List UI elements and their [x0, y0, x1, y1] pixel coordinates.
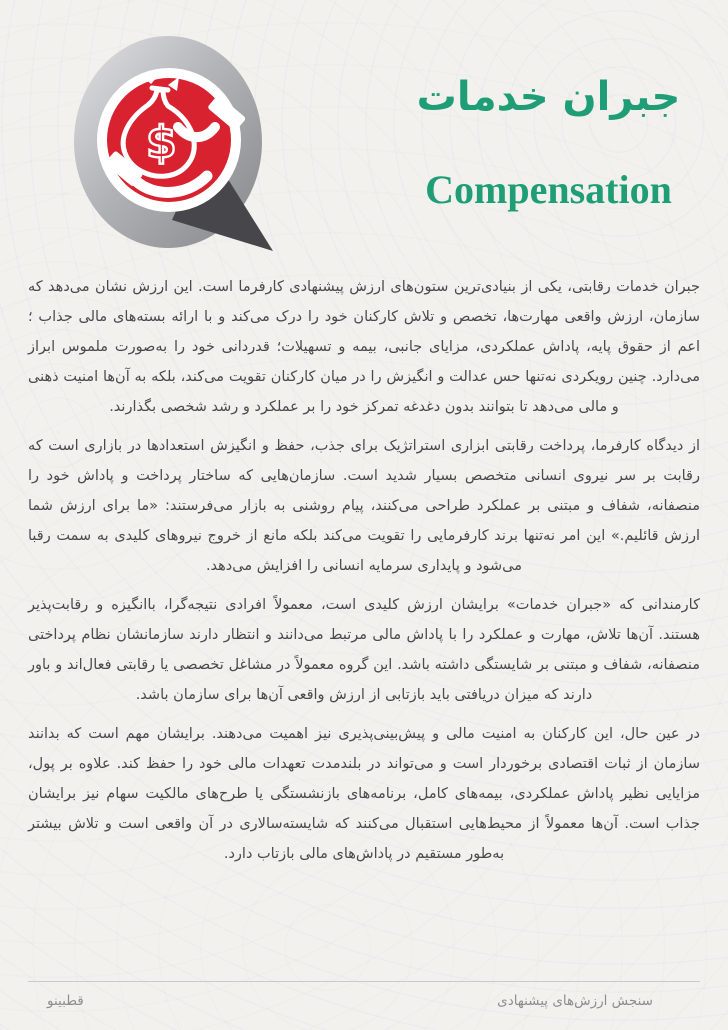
brand-logo	[56, 28, 296, 268]
page-footer	[28, 981, 700, 1030]
footer-brand-label: قطبینو	[47, 993, 84, 1009]
money-bag-in-hand-icon	[56, 28, 296, 268]
paragraph-2: از دیدگاه کارفرما، پرداخت رقابتی ابزاری استراتژیک برای جذب، حفظ و انگیزش استعدادها در بازاری است که رقابت بر سر نیروی انسانی متخصص بسیار شدید است. سازمان‌هایی که ساختار پرداخت و پاداش خود را منصفانه، شفاف و مبتنی بر عملکرد طراحی می‌کنند، پیام روشنی به بازار می‌فرستند: «ما برای ارزش شما ارزش قائلیم.» این امر نه‌تنها برند کارفرمایی را تقویت می‌کند بلکه مانع از خروج نیروهای کلیدی به سمت رقبا می‌شود و پایداری سرمایه انسانی را افزایش می‌دهد.	[28, 438, 700, 574]
svg-text:$: $	[146, 117, 177, 168]
page-title-farsi: جبران خدمات	[416, 74, 681, 120]
paragraph-3: کارمندانی که «جبران خدمات» برایشان ارزش کلیدی است، معمولاً افرادی نتیجه‌گرا، باانگیزه و رقابت‌پذیر هستند. آن‌ها تلاش، مهارت و عملکرد را با پاداش مالی مرتبط می‌دانند و انتظار دارند سازمانشان نظام پرداختی منصفانه، شفاف و مبتنی بر شایستگی داشته باشد. این گروه معمولاً در مشاغل تخصصی یا رقابتی فعال‌اند و باور دارند که میزان دریافتی باید بازتابی از ارزش واقعی آن‌ها برای سازمان باشد.	[28, 597, 700, 703]
page-title-english: Compensation	[425, 167, 672, 212]
footer-section-label: سنجش ارزش‌های پیشنهادی	[497, 993, 653, 1009]
paragraph-1: جبران خدمات رقابتی، یکی از بنیادی‌ترین ستون‌های ارزش پیشنهادی کارفرما است. این ارزش نشان می‌دهد که سازمان، ارزش واقعی مهارت‌ها، تخصص و تلاش کارکنان خود را درک می‌کند و با ارائه بسته‌های مالی جذاب ؛ اعم از حقوق پایه، پاداش عملکردی، مزایای جانبی، بیمه و تسهیلات؛ قدردانی خود را به‌صورت ملموس ابراز می‌دارد. چنین رویکردی نه‌تنها حس عدالت و انگیزش را در میان کارکنان تقویت می‌کند، بلکه به آن‌ها امنیت ذهنی و مالی می‌دهد تا بتوانند بدون دغدغه تمرکز خود را بر عملکرد و رشد شخصی بگذارند.	[28, 279, 700, 415]
article-body	[28, 272, 700, 878]
paragraph-4: در عین حال، این کارکنان به امنیت مالی و پیش‌بینی‌پذیری نیز اهمیت می‌دهند. برایشان مهم است که بدانند سازمان از ثبات اقتصادی برخوردار است و می‌تواند در بلندمدت تعهدات مالی خود را حفظ کند. علاوه بر پول، مزایایی نظیر پاداش عملکردی، بیمه‌های کامل، برنامه‌های بازنشستگی یا طرح‌های مالکیت سهام نیز برایشان جذاب است. آن‌ها معمولاً از محیط‌هایی استقبال می‌کنند که شایسته‌سالاری در آن واقعی است و تلاش بیشتر به‌طور مستقیم در پاداش‌های مالی بازتاب دارد.	[28, 726, 700, 862]
